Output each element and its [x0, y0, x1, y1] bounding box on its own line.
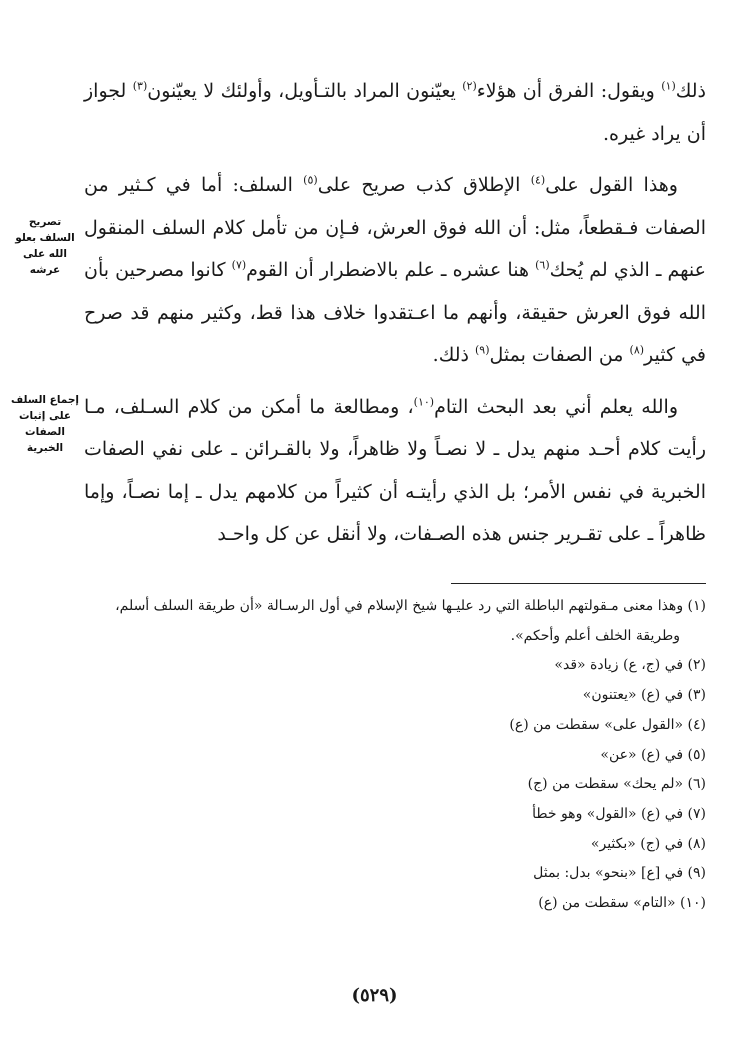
text-run: وهذا القول على [545, 174, 678, 196]
footnote: (١) وهذا معنى مـقولتهم الباطلة التي رد عليـها شيخ الإسلام في أول الرسـالة «أن طريقة السلف أسلم، [115, 598, 706, 614]
text-run: هنا عشره ـ علم بالاضطرار أن القوم [246, 259, 536, 281]
text-run: والله يعلم أني بعد البحث التام [434, 395, 679, 418]
footnote: (٦) «لم يحك» سقطت من (ج) [527, 776, 706, 793]
footnote: (٨) في (ج) «بكثير» [590, 835, 706, 852]
footnote-ref: (٦) [535, 258, 550, 272]
paragraph-1 [84, 70, 706, 155]
text-run: كانوا مصرحين بأن الله فوق العرش حقيقة، وأنهم ما اعـتقدوا خلاف هذا قط، وكثير منهم قد صرح في كثير [84, 259, 706, 366]
footnotes [84, 592, 706, 919]
footnote-ref: (٢) [462, 79, 477, 93]
text-run: ، ومطالعة ما أمكن من كلام السـلف، مـا رأيت كلام أحـد منهم يدل ـ لا نصـاً ولا ظاهراً، ولا بالقـرائن ـ على نفي الصفات الخبرية في نفس الأمر؛ بل الذي رأيتـه أن كثيراً من كلامهم يدل ـ إما نصـاً، وإما ظاهراً ـ على تقـرير جنس هذه الصـفات، ولا أنقل عن كل واحـد [84, 395, 706, 545]
text-run: السلف: أما في كـثير من الصفات فـقطعاً، مثل: أن الله فوق العرش، فـإن من تأمل كلام السلف المنقول عنهم ـ الذي لم يُحك [84, 174, 706, 281]
text-run: لجواز أن يراد غيره. [84, 80, 706, 145]
footnote-ref: (١) [661, 79, 676, 93]
footnote: (٩) في [ع] «بنحو» بدل: بمثل [533, 865, 706, 882]
paragraph-3 [84, 386, 706, 556]
footnote: (٤) «القول على» سقطت من (ع) [509, 716, 706, 733]
margin-note-2: إجماع السلف على إثبات الصفات الخبرية [11, 394, 79, 454]
footnote-divider [451, 583, 706, 584]
footnote: (٧) في (ع) «القول» وهو خطأ [532, 805, 706, 822]
text-run: ذلك [675, 80, 706, 102]
text-run: ويقول: الفرق أن هؤلاء [476, 80, 662, 102]
footnote: (١٠) «التام» سقطت من (ع) [538, 895, 706, 912]
footnote-ref: (٨) [629, 343, 645, 357]
footnote-ref: (٧) [231, 258, 247, 272]
text-run: من الصفات بمثل [489, 344, 630, 366]
footnote-ref: (٣) [132, 79, 148, 93]
footnote: (٢) في (ج، ع) زيادة «قد» [554, 657, 706, 674]
footnote-ref: (١٠) [413, 395, 435, 409]
text-run: ذلك. [432, 344, 475, 366]
footnote-ref: (٤) [530, 173, 546, 187]
text-run: يعيّنون المراد بالتـأويل، وأولئك لا يعيّنون [147, 80, 463, 102]
footnote: (٥) في (ع) «عن» [600, 746, 706, 763]
footnote-ref: (٩) [475, 343, 490, 357]
paragraph-2 [84, 164, 706, 377]
footnote: (٣) في (ع) «يعتنون» [582, 687, 706, 704]
main-text [84, 70, 706, 556]
footnote-ref: (٥) [303, 173, 318, 187]
margin-note-1: تصريح السلف بعلو الله على عرشه [15, 216, 75, 276]
text-run: الإطلاق كذب صريح على [317, 174, 531, 196]
footnote-continuation: وطريقة الخلف أعلم وأحكم». [510, 627, 680, 644]
page-number: (٥٢٩) [351, 985, 398, 1006]
